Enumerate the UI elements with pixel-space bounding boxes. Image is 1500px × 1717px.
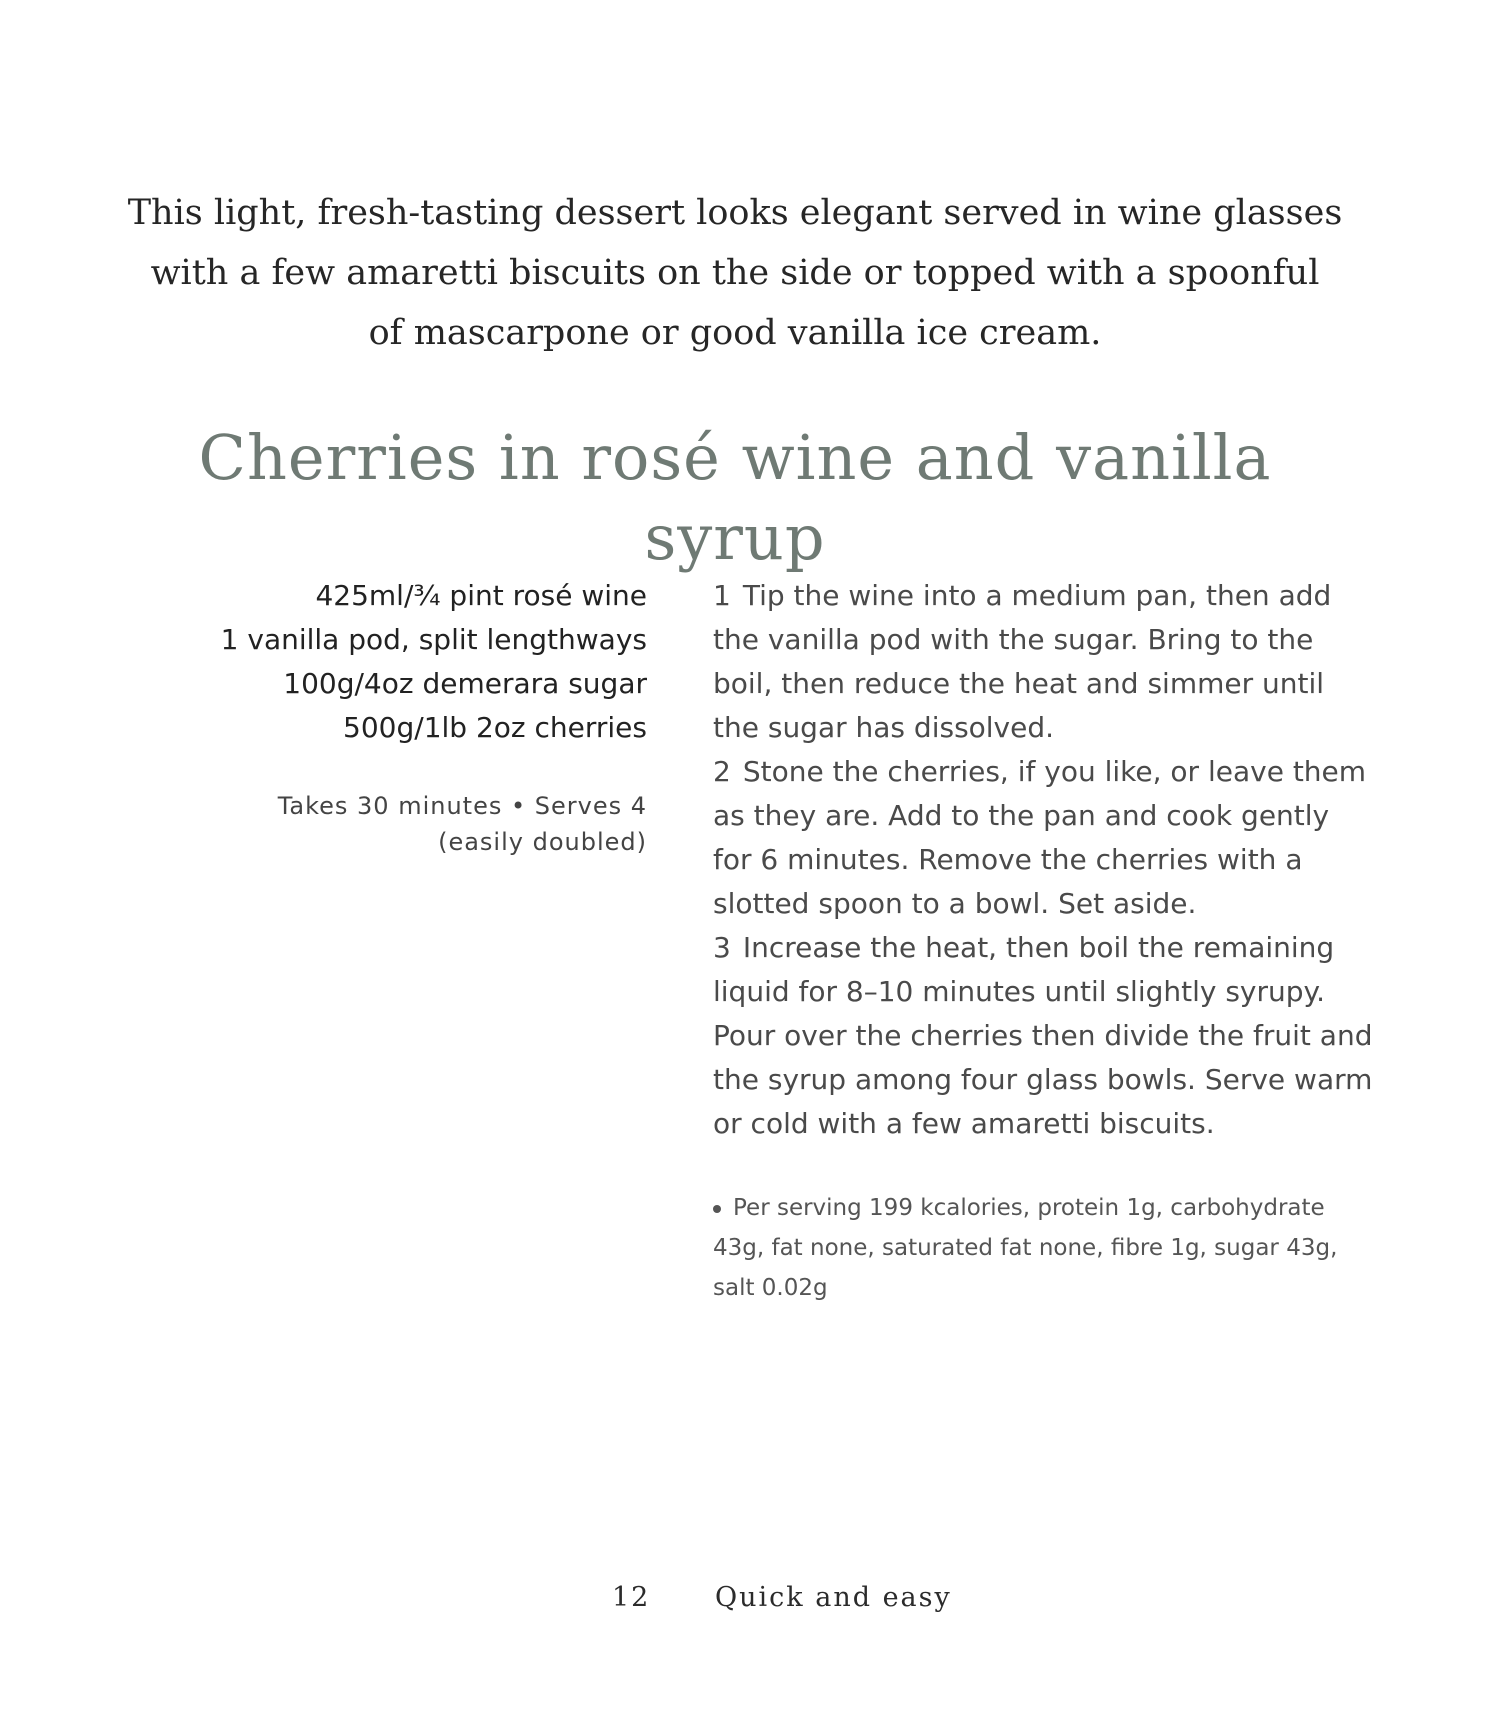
method-step	[713, 750, 1373, 926]
time-serves: Takes 30 minutes • Serves 4	[277, 792, 647, 820]
step-text: Increase the heat, then boil the remaining liquid for 8–10 minutes until slightly syrupy. Pour over the cherries then divide the fruit and the syrup among four glass bowls. Serve warm or cold with a few amaretti biscuits.	[713, 931, 1373, 1140]
recipe-title: Cherries in rosé wine and vanilla syrup	[198, 421, 1272, 574]
section-name: Quick and easy	[715, 1582, 952, 1613]
ingredient-item: 100g/4oz demerara sugar	[283, 667, 647, 700]
page-number: 12	[612, 1582, 651, 1613]
ingredient-item: 425ml/¾ pint rosé wine	[315, 579, 647, 612]
serves-note: (easily doubled)	[438, 828, 647, 856]
ingredient-item: 1 vanilla pod, split lengthways	[220, 623, 647, 656]
nutrition-text: Per serving 199 kcalories, protein 1g, carbohydrate 43g, fat none, saturated fat none, fibre 1g, sugar 43g, salt 0.02g	[713, 1195, 1338, 1301]
step-number: 3	[713, 931, 731, 964]
step-text: Tip the wine into a medium pan, then add the vanilla pod with the sugar. Bring to the boil, then reduce the heat and simmer until the sugar has dissolved.	[713, 579, 1332, 744]
method-steps	[713, 574, 1373, 1146]
step-text: Stone the cherries, if you like, or leave them as they are. Add to the pan and cook gently for 6 minutes. Remove the cherries with a slotted spoon to a bowl. Set aside.	[713, 755, 1367, 920]
step-number: 2	[713, 755, 731, 788]
intro-paragraph	[100, 183, 1370, 363]
method-step	[713, 926, 1373, 1146]
ingredient-item: 500g/1lb 2oz cherries	[343, 711, 647, 744]
ingredients-list	[87, 574, 647, 750]
step-number: 1	[713, 579, 731, 612]
intro-line: with a few amaretti biscuits on the side or topped with a spoonful	[150, 253, 1320, 293]
intro-line: of mascarpone or good vanilla ice cream.	[368, 313, 1102, 353]
nutrition-info	[713, 1188, 1363, 1308]
recipe-meta	[87, 788, 647, 860]
bullet-icon	[713, 1205, 721, 1213]
intro-line: This light, fresh-tasting dessert looks elegant served in wine glasses	[127, 193, 1343, 233]
method-step	[713, 574, 1373, 750]
